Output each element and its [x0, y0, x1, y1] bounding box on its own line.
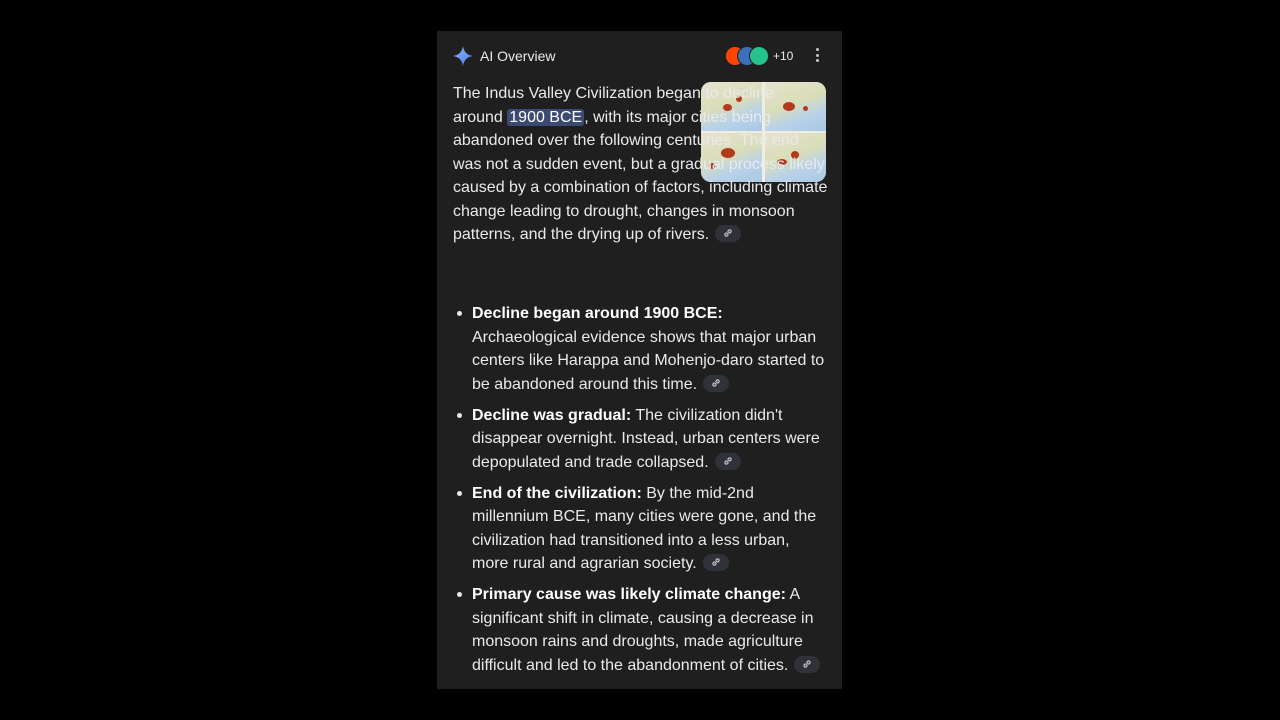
source-icon — [749, 46, 769, 66]
citation-link-icon[interactable] — [715, 453, 741, 470]
sparkle-icon — [453, 46, 473, 66]
highlight-1900-bce[interactable]: 1900 BCE — [509, 108, 583, 126]
bullet-heading: Decline was gradual: — [472, 406, 632, 424]
overview-paragraph — [453, 82, 828, 247]
list-item — [453, 583, 828, 677]
citation-link-icon[interactable] — [703, 554, 729, 571]
list-item — [453, 404, 828, 475]
ai-overview-title: AI Overview — [480, 48, 556, 64]
bullet-text: Archaeological evidence shows that major urban centers like Harappa and Mohenjo-daro started to be abandoned around this time. — [472, 328, 825, 393]
list-item — [453, 482, 828, 576]
ai-overview-panel — [437, 31, 842, 689]
bullet-text: A significant shift in climate, causing a decrease in monsoon rains and droughts, made agriculture difficult and led to the abandonment of cities. — [472, 586, 814, 674]
ai-overview-header — [437, 31, 842, 81]
bullet-heading: Primary cause was likely climate change: — [472, 586, 786, 603]
intro-text: The Indus Valley Civilization began to decline around — [453, 85, 774, 126]
citation-link-icon[interactable] — [715, 225, 741, 242]
citation-link-icon[interactable] — [794, 656, 820, 673]
list-item — [453, 302, 828, 396]
bullet-heading: End of the civilization: — [472, 484, 642, 502]
source-count[interactable]: +10 — [773, 49, 794, 63]
bullet-text: By the mid-2nd millennium BCE, many cities were gone, and the civilization had transitioned into a less urban, more rural and agrarian society. — [472, 484, 817, 572]
more-vert-icon[interactable] — [811, 48, 823, 64]
citation-link-icon[interactable] — [703, 375, 729, 392]
bullet-text: The civilization didn't disappear overnight. Instead, urban centers were depopulated and trade collapsed. — [472, 406, 820, 471]
intro-text-rest: , with its major cities being abandoned over the following centuries. The end was not a sudden event, but a gradual process likely caused by a combination of factors, including climate change leading to drought, changes in monsoon patterns, and the drying up of rivers. — [453, 108, 828, 243]
bullet-heading: Decline began around 1900 BCE: — [472, 305, 723, 322]
key-points-list — [453, 302, 828, 685]
